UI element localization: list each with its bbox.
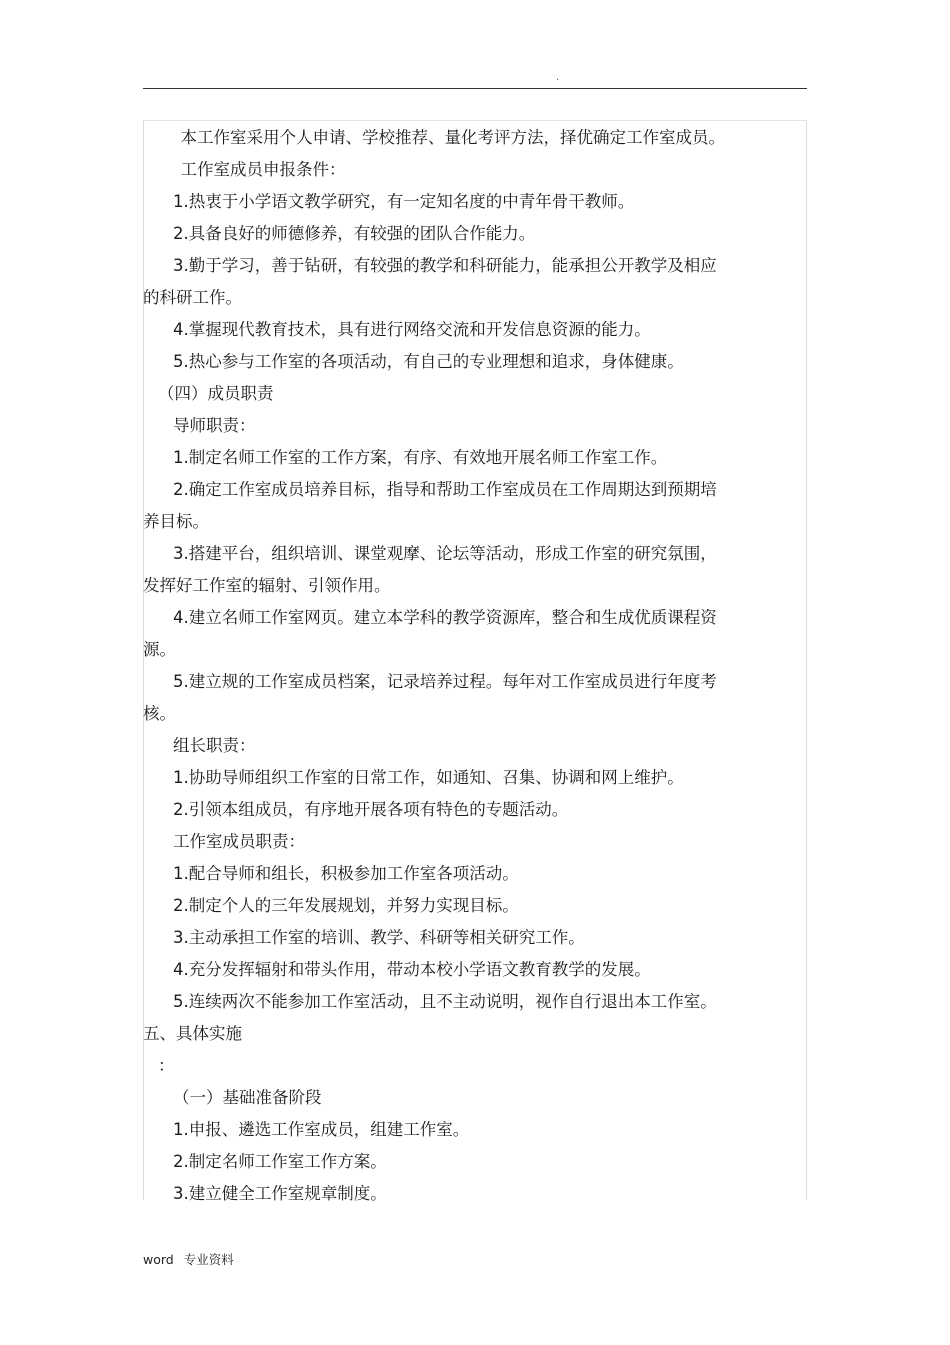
body-line: ： [158,1056,175,1075]
body-line: 3.搭建平台，组织培训、课堂观摩、论坛等活动，形成工作室的研究氛围， [173,544,717,563]
body-line: 1.申报、遴选工作室成员，组建工作室。 [173,1120,470,1139]
body-line: 工作室成员职责： [173,832,305,851]
body-line: 5.建立规的工作室成员档案，记录培养过程。每年对工作室成员进行年度考 [173,672,717,691]
body-line: 核。 [143,704,176,723]
body-line: 4.充分发挥辐射和带头作用，带动本校小学语文教育教学的发展。 [173,960,651,979]
body-line: 5.连续两次不能参加工作室活动，且不主动说明，视作自行退出本工作室。 [173,992,717,1011]
body-line: 导师职责： [173,416,256,435]
body-line: 4.建立名师工作室网页。建立本学科的教学资源库，整合和生成优质课程资 [173,608,717,627]
document-body [143,122,783,1210]
body-line: 1.协助导师组织工作室的日常工作，如通知、召集、协调和网上维护。 [173,768,684,787]
body-line: 2.确定工作室成员培养目标，指导和帮助工作室成员在工作周期达到预期培 [173,480,717,499]
body-line: 2.引领本组成员，有序地开展各项有特色的专题活动。 [173,800,569,819]
body-line: （四）成员职责 [158,384,274,403]
body-line: 源。 [143,640,176,659]
body-line: 组长职责： [173,736,256,755]
body-line: 养目标。 [143,512,209,531]
header-dot: . [556,72,560,83]
footer-label: 专业资料 [183,1252,234,1267]
body-line: 发挥好工作室的辐射、引领作用。 [143,576,391,595]
body-line: 5.热心参与工作室的各项活动，有自己的专业理想和追求，身体健康。 [173,352,684,371]
body-line: 的科研工作。 [143,288,242,307]
body-line: 2.制定名师工作室工作方案。 [173,1152,387,1171]
body-line: 3.主动承担工作室的培训、教学、科研等相关研究工作。 [173,928,585,947]
header-rule [143,88,807,89]
body-line: 2.具备良好的师德修养，有较强的团队合作能力。 [173,224,536,243]
body-line: 1.热衷于小学语文教学研究，有一定知名度的中青年骨干教师。 [173,192,635,211]
body-line: 2.制定个人的三年发展规划，并努力实现目标。 [173,896,519,915]
body-line: 3.建立健全工作室规章制度。 [173,1184,387,1203]
page-footer [143,1250,234,1268]
body-line: （一）基础准备阶段 [173,1088,322,1107]
body-line: 3.勤于学习，善于钻研，有较强的教学和科研能力，能承担公开教学及相应 [173,256,717,275]
frame-right-border [806,120,807,1200]
body-line: 1.制定名师工作室的工作方案，有序、有效地开展名师工作室工作。 [173,448,668,467]
footer-brand: word [143,1252,174,1267]
body-line: 工作室成员申报条件： [180,160,346,179]
body-line: 4.掌握现代教育技术，具有进行网络交流和开发信息资源的能力。 [173,320,651,339]
frame-top-border [143,120,807,121]
body-line: 五、具体实施 [143,1024,242,1043]
body-line: 1.配合导师和组长，积极参加工作室各项活动。 [173,864,519,883]
body-line: 本工作室采用个人申请、学校推荐、量化考评方法，择优确定工作室成员。 [180,128,725,147]
